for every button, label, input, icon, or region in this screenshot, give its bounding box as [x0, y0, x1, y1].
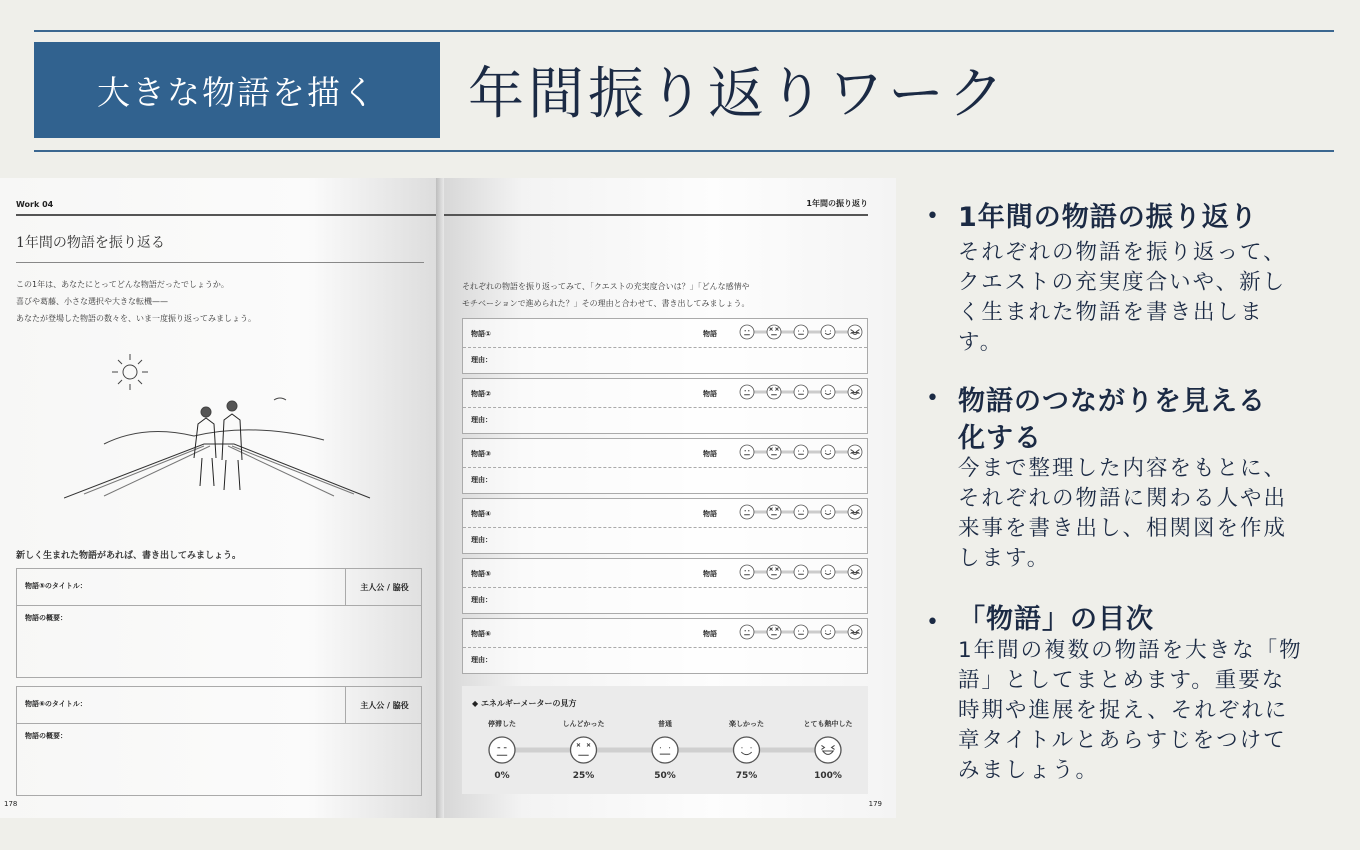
role-label: 主人公 / 脇役	[345, 569, 423, 605]
story-row	[462, 498, 868, 554]
legend-level-percent: 100%	[814, 771, 842, 781]
feature-heading: 1年間の物語の振り返り	[958, 202, 1258, 233]
story-meter-label: 物語	[703, 630, 717, 638]
face-neutral-icon	[794, 505, 808, 519]
legend-level-percent: 75%	[735, 771, 758, 781]
energy-meter-legend	[462, 686, 868, 794]
face-excited-icon	[848, 325, 862, 339]
feature-line: 章タイトルとあらすじをつけて	[958, 728, 1287, 753]
section-rule	[16, 262, 424, 263]
face-tired-icon	[767, 625, 781, 639]
face-excited-icon	[848, 625, 862, 639]
feature-line: 1年間の複数の物語を大きな「物	[958, 638, 1303, 663]
face-excited-icon	[848, 505, 862, 519]
story-label: 物語①	[471, 330, 491, 338]
legend-level-percent: 0%	[494, 771, 510, 781]
right-page	[440, 178, 896, 818]
feature-item	[926, 380, 1346, 574]
header-bottom-rule	[34, 150, 1334, 152]
reason-label: 理由：	[471, 536, 492, 544]
story-row	[462, 438, 868, 494]
story-label: 物語④	[471, 510, 491, 518]
face-neutral-icon	[794, 445, 808, 459]
legend-level-percent: 50%	[654, 771, 676, 781]
right-top-rule	[440, 214, 868, 216]
face-neutral-icon	[794, 385, 808, 399]
feature-heading: 化する	[958, 423, 1042, 454]
story-label: 物語②	[471, 390, 491, 398]
story-box	[16, 686, 422, 796]
story-row	[462, 318, 868, 374]
energy-meter[interactable]	[739, 563, 863, 581]
face-excited-icon	[848, 385, 862, 399]
face-flat-icon	[740, 445, 754, 459]
face-happy-icon	[821, 505, 835, 519]
intro-line: この1年は、あなたにとってどんな物語だったでしょうか。	[16, 280, 229, 289]
story-row	[462, 558, 868, 614]
legend-level-label: しんどかった	[562, 720, 605, 728]
story-box	[16, 568, 422, 678]
energy-meter[interactable]	[739, 383, 863, 401]
legend-level-label: とても熱中した	[803, 720, 853, 728]
left-intro	[16, 276, 256, 327]
running-head: 1年間の振り返り	[806, 199, 868, 208]
face-flat-icon	[740, 625, 754, 639]
reason-label: 理由：	[471, 356, 492, 364]
energy-meter[interactable]	[739, 623, 863, 641]
header-top-rule	[34, 30, 1334, 32]
face-flat-icon	[740, 385, 754, 399]
face-happy-icon	[821, 565, 835, 579]
workbook-spread	[0, 178, 896, 818]
page-title: 年間振り返りワーク	[468, 62, 1008, 127]
book-spine	[436, 178, 444, 818]
story-title-label: 物語⑤のタイトル：	[25, 582, 87, 590]
legend-level-label: 楽しかった	[729, 720, 764, 728]
feature-line: します。	[958, 546, 1051, 571]
intro-line: あなたが登場した物語の数々を、いま一度振り返ってみましょう。	[16, 314, 256, 323]
page-number: 179	[868, 800, 882, 808]
face-neutral-icon	[794, 625, 808, 639]
face-tired-icon	[767, 325, 781, 339]
face-neutral-icon	[794, 325, 808, 339]
feature-heading: 物語のつながりを見える	[958, 386, 1266, 417]
story-outline-label: 物語の概要：	[25, 614, 67, 622]
story-label: 物語⑤	[471, 570, 491, 578]
legend-level-label: 普通	[658, 720, 672, 728]
face-flat-icon	[740, 505, 754, 519]
face-tired-icon	[767, 565, 781, 579]
legend-level-label: 停滞した	[488, 720, 516, 728]
intro-line: 喜びや葛藤、小さな選択や大きな転機——	[16, 297, 168, 306]
row-divider	[463, 467, 867, 468]
row-divider	[463, 647, 867, 648]
feature-heading: 「物語」の目次	[958, 604, 1154, 635]
row-divider	[463, 347, 867, 348]
feature-item	[926, 198, 1346, 358]
row-divider	[463, 527, 867, 528]
legend-title: ◆ エネルギーメーターの見方	[472, 699, 577, 708]
face-excited-icon	[848, 565, 862, 579]
face-happy-icon	[821, 445, 835, 459]
face-tired-icon	[767, 385, 781, 399]
energy-meter[interactable]	[739, 443, 863, 461]
reason-label: 理由：	[471, 596, 492, 604]
face-tired-icon	[767, 445, 781, 459]
feature-item	[926, 604, 1346, 786]
story-label: 物語⑥	[471, 630, 491, 638]
left-page	[0, 178, 440, 818]
energy-meter[interactable]	[739, 503, 863, 521]
intro-line: モチベーションで進められた？」その理由と合わせて、書き出してみましょう。	[462, 299, 750, 308]
face-flat-icon	[740, 565, 754, 579]
feature-line: それぞれの物語を振り返って、	[958, 240, 1287, 265]
legend-meter	[462, 716, 868, 794]
face-happy-icon	[821, 385, 835, 399]
feature-line: みましょう。	[958, 758, 1100, 783]
reason-label: 理由：	[471, 656, 492, 664]
bullet-dot: •	[926, 386, 939, 411]
feature-line: 来事を書き出し、相関図を作成	[958, 516, 1288, 541]
story-row	[462, 378, 868, 434]
bullet-dot: •	[926, 610, 939, 635]
story-meter-label: 物語	[703, 390, 717, 398]
story-meter-label: 物語	[703, 330, 717, 338]
row-divider	[463, 407, 867, 408]
face-happy-icon	[821, 325, 835, 339]
story-outline-label: 物語の概要：	[25, 732, 67, 740]
row-divider	[463, 587, 867, 588]
bullet-dot: •	[926, 204, 939, 229]
box-divider	[17, 723, 421, 724]
face-tired-icon	[767, 505, 781, 519]
page-number: 178	[4, 800, 18, 808]
face-flat-icon	[740, 325, 754, 339]
reason-label: 理由：	[471, 476, 492, 484]
header-tag: 大きな物語を描く	[34, 42, 440, 138]
reason-label: 理由：	[471, 416, 492, 424]
face-tired-icon	[571, 737, 597, 763]
face-excited-icon	[848, 445, 862, 459]
feature-line: クエストの充実度合いや、新し	[958, 270, 1287, 295]
couple-walking-sketch	[64, 348, 374, 508]
new-story-prompt: 新しく生まれた物語があれば、書き出してみましょう。	[16, 551, 242, 561]
legend-level-percent: 25%	[572, 771, 595, 781]
story-row	[462, 618, 868, 674]
energy-meter[interactable]	[739, 323, 863, 341]
story-label: 物語③	[471, 450, 491, 458]
face-neutral-icon	[652, 737, 678, 763]
story-meter-label: 物語	[703, 450, 717, 458]
feature-list	[926, 198, 1346, 786]
face-flat-icon	[489, 737, 515, 763]
face-neutral-icon	[794, 565, 808, 579]
feature-line: す。	[958, 330, 1004, 355]
role-label: 主人公 / 脇役	[345, 687, 423, 723]
face-excited-icon	[815, 737, 841, 763]
story-title-label: 物語⑥のタイトル：	[25, 700, 87, 708]
box-divider	[17, 605, 421, 606]
feature-line: 今まで整理した内容をもとに、	[958, 456, 1288, 481]
section-title: 1年間の物語を振り返る	[16, 235, 165, 251]
face-happy-icon	[821, 625, 835, 639]
face-happy-icon	[734, 737, 760, 763]
story-meter-label: 物語	[703, 570, 717, 578]
right-intro	[462, 278, 872, 312]
feature-line: く生まれた物語を書き出しま	[958, 300, 1264, 325]
work-label: Work 04	[16, 200, 54, 209]
story-meter-label: 物語	[703, 510, 717, 518]
feature-line: 語」としてまとめます。重要な	[958, 668, 1286, 693]
feature-line: それぞれの物語に関わる人や出	[958, 486, 1288, 511]
intro-line: それぞれの物語を振り返ってみて、「クエストの充実度合いは？」「どんな感情や	[462, 282, 750, 291]
feature-line: 時期や進展を捉え、それぞれに	[958, 698, 1289, 723]
left-top-rule	[16, 214, 440, 216]
